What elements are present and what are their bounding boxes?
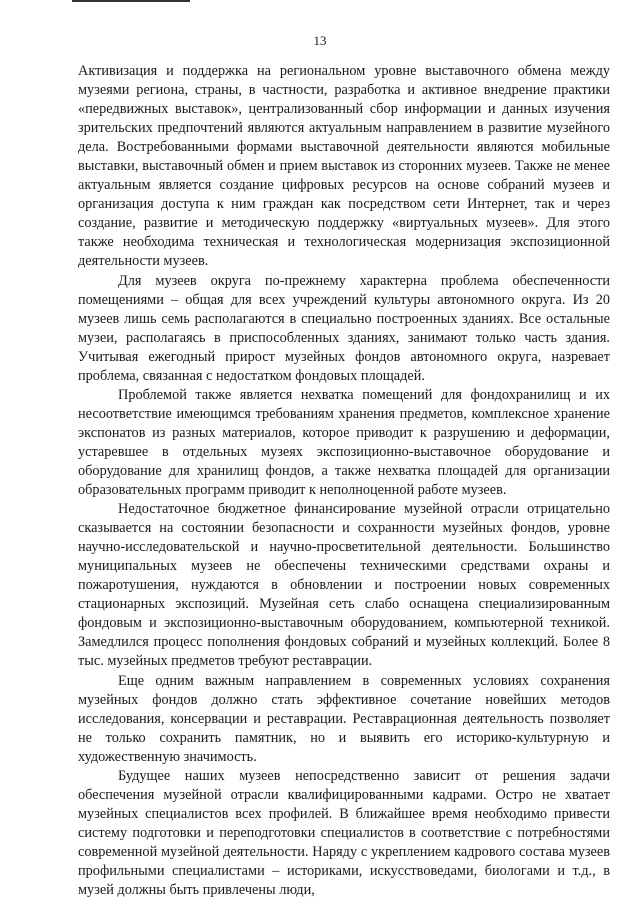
paragraph: Будущее наших музеев непосредственно зависит от решения задачи обеспечения музейной отрасли квалифицированными кадрами. Остро не хватает музейных специалистов всех профилей. В ближайшее время необходимо привести систему подготовки и переподготовки специалистов в соответствие с потребностями современной музейной деятельности. Наряду с укреплением кадрового состава музеев профильными специалистами – историками, искусствоведами, биологами и т.д., в музей должны быть привлечены люди, xyxy=(78,767,610,899)
paragraph: Проблемой также является нехватка помещений для фондохранилищ и их несоответствие имеющимся требованиям хранения предметов, комплексное хранение экспонатов из разных материалов, которое приводит к разрушению и деформации, устаревшее в отдельных музеях экспозиционно-выставочное оборудование и оборудование для хранилищ фондов, а также нехватка площадей для организации образовательных программ приводит к неполноценной работе музеев. xyxy=(78,386,610,499)
paragraph: Для музеев округа по-прежнему характерна проблема обеспеченности помещениями – общая для всех учреждений культуры автономного округа. Из 20 музеев лишь семь располагаются в специально построенных зданиях. Все остальные музеи, располагаясь в приспособленных зданиях, занимают только часть здания. Учитывая ежегодный прирост музейных фондов автономного округа, назревает проблема, связанная с недостатком фондовых площадей. xyxy=(78,272,610,384)
document-body xyxy=(78,62,610,900)
top-rule xyxy=(72,0,190,2)
paragraph: Еще одним важным направлением в современных условиях сохранения музейных фондов должно стать эффективное сочетание новейших методов исследования, консервации и реставрации. Реставрационная деятельность позволяет не только сохранить памятник, но и выявить его историко-культурную и художественную значимость. xyxy=(78,672,610,765)
paragraph: Недостаточное бюджетное финансирование музейной отрасли отрицательно сказывается на состоянии безопасности и сохранности музейных фондов, уровне научно-исследовательской и научно-просветительной деятельности. Большинство муниципальных музеев не обеспечены техническими средствами охраны и пожаротушения, нуждаются в обновлении и построении новых современных стационарных экспозиций. Музейная сеть слабо оснащена специализированным фондовым и экспозиционно-выставочным оборудованием, компьютерной техникой. Замедлился процесс пополнения фондовых собраний и музейных коллекций. Более 8 тыс. музейных предметов требуют реставрации. xyxy=(78,501,610,670)
paragraph: Активизация и поддержка на региональном уровне выставочного обмена между музеями региона, страны, в частности, разработка и активное внедрение практики «передвижных выставок», централизованный сбор информации и данных изучения зрительских предпочтений являются актуальным направлением в развитие музейного дела. Востребованными формами выставочной деятельности являются мобильные выставки, выставочный обмен и прием выставок из сторонних музеев. Также не менее актуальным является создание цифровых ресурсов на основе собраний музеев и организация доступа к ним граждан как посредством сети Интернет, так и через создание, развитие и методическую поддержку «виртуальных музеев». Для этого также необходима техническая и технологическая модернизация экспозиционной деятельности музеев. xyxy=(78,63,610,270)
page-number: 13 xyxy=(313,33,327,48)
